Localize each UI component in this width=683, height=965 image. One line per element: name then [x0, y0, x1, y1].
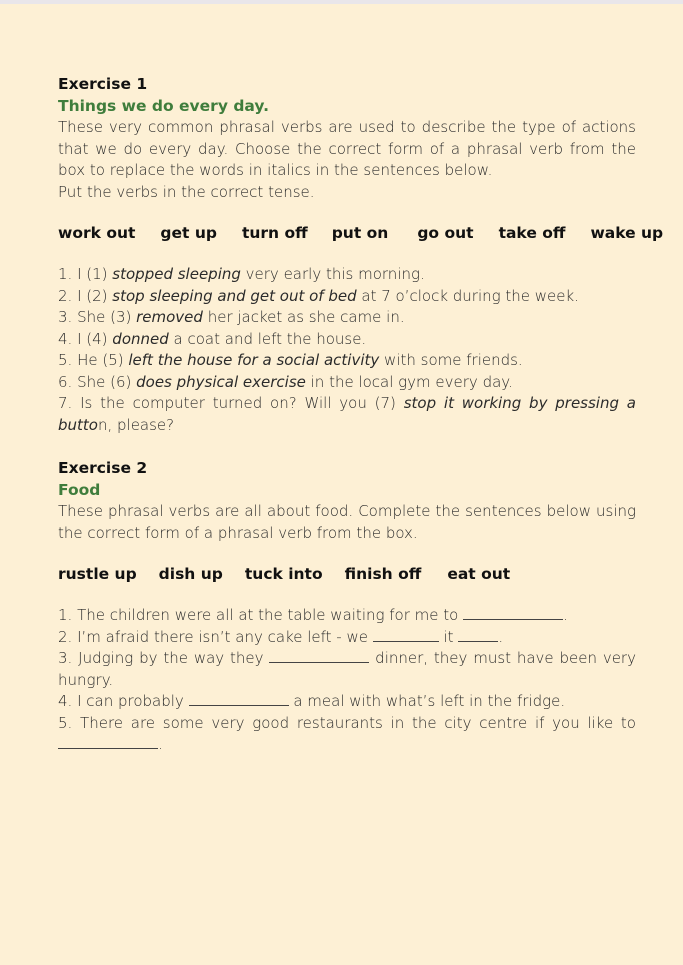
exercise2-subtitle: Food — [58, 481, 101, 499]
exercise2-item-5: 5. There are some very good restaurants in the city centre if you like to . — [58, 713, 636, 753]
answer-blank — [58, 736, 158, 749]
exercise2-title: Exercise 2 — [58, 459, 148, 477]
exercise2-item-2: 2. I’m afraid there isn’t any cake left - we it . — [58, 627, 504, 646]
exercise2-intro: These phrasal verbs are all about food. Complete the sentences below using the correct form of a phrasal verb from the box. — [58, 502, 636, 542]
answer-blank — [458, 629, 498, 642]
exercise1-instruction: Put the verbs in the correct tense. — [58, 182, 315, 201]
exercise2-item-3: 3. Judging by the way they dinner, they must have been very hungry. — [58, 649, 636, 689]
exercise1-item-3: 3. She (3) removed her jacket as she came in. — [58, 308, 405, 326]
worksheet-page — [0, 4, 683, 965]
answer-blank — [463, 607, 563, 620]
verb-put-on: put on — [331, 224, 389, 242]
verb-dish-up: dish up — [158, 565, 223, 583]
answer-blank — [373, 629, 439, 642]
exercise1-item-2: 2. I (2) stop sleeping and get out of bed at 7 o’clock during the week. — [58, 286, 579, 305]
exercise1-sentences — [58, 264, 636, 436]
verb-finish-off: finish off — [344, 565, 422, 583]
exercise1-title: Exercise 1 — [58, 75, 148, 93]
exercise1-item-7: 7. Is the computer turned on? Will you (7) stop it working by pressing a button, please? — [58, 394, 636, 434]
exercise2-item-4: 4. I can probably a meal with what’s left in the fridge. — [58, 692, 566, 710]
exercise1-item-5: 5. He (5) left the house for a social activity with some friends. — [58, 351, 523, 369]
answer-blank — [269, 650, 369, 663]
verb-go-out: go out — [417, 224, 474, 242]
exercise1-item-1: 1. I (1) stopped sleeping very early this morning. — [58, 265, 425, 283]
exercise2-item-1: 1. The children were all at the table waiting for me to . — [58, 606, 568, 624]
verb-turn-off: turn off — [241, 224, 308, 242]
verb-tuck-into: tuck into — [244, 565, 323, 583]
exercise2-verb-box — [58, 564, 636, 585]
worksheet-content — [58, 74, 664, 756]
exercise2-sentences — [58, 605, 636, 756]
verb-get-up: get up — [160, 224, 217, 242]
exercise1-item-6: 6. She (6) does physical exercise in the local gym every day. — [58, 372, 513, 391]
exercise1-subtitle: Things we do every day. — [58, 97, 269, 115]
exercise1-verb-box — [58, 223, 664, 244]
exercise1-intro: These very common phrasal verbs are used to describe the type of actions that we do every day. Choose the correct form of a phrasal verb from the box to replace the words in italics in the sentences below. — [58, 118, 636, 179]
verb-rustle-up: rustle up — [58, 565, 137, 583]
exercise1-item-4: 4. I (4) donned a coat and left the house. — [58, 329, 367, 348]
verb-work-out: work out — [58, 224, 136, 242]
verb-take-off: take off — [498, 224, 566, 242]
verb-eat-out: eat out — [447, 565, 511, 583]
verb-wake-up: wake up — [590, 224, 664, 242]
answer-blank — [189, 693, 289, 706]
